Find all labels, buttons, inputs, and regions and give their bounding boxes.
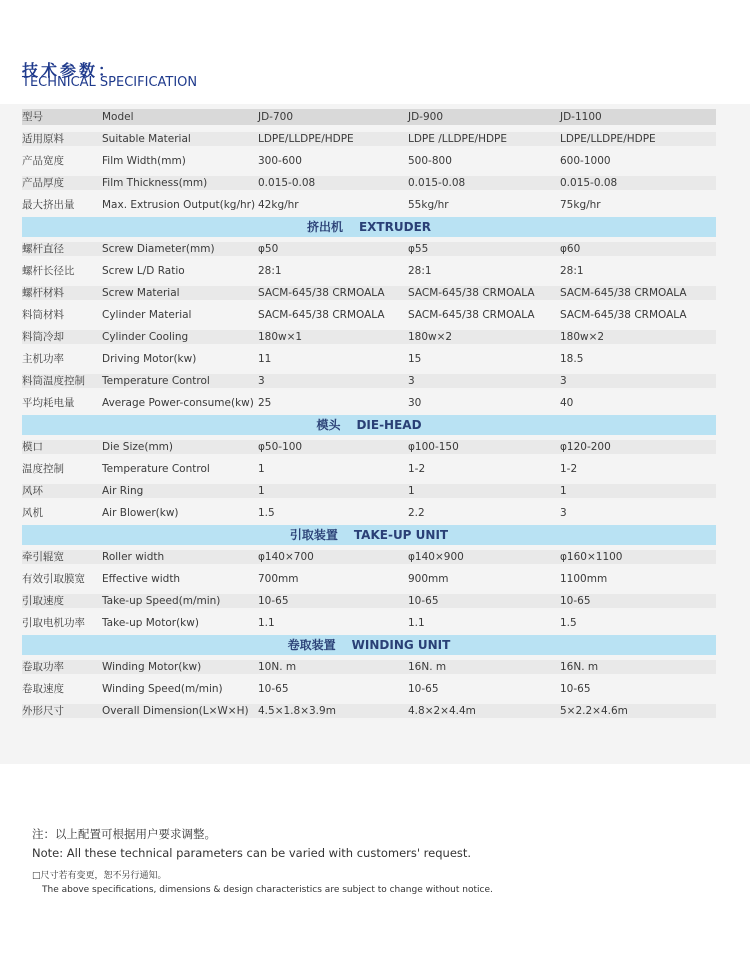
table-row bbox=[22, 590, 716, 612]
param-value: 30 bbox=[408, 397, 422, 409]
param-name-english: Screw L/D Ratio bbox=[102, 265, 185, 277]
param-value: 3 bbox=[258, 375, 265, 387]
param-name-english: Winding Motor(kw) bbox=[102, 661, 202, 673]
table-row bbox=[22, 150, 716, 172]
param-name-chinese: 料筒冷却 bbox=[22, 331, 64, 343]
table-row bbox=[22, 326, 716, 348]
param-value: 1-2 bbox=[408, 463, 426, 475]
param-value: 3 bbox=[560, 375, 567, 387]
param-value: φ160×1100 bbox=[560, 551, 623, 563]
param-name-chinese: 螺杆长径比 bbox=[22, 265, 75, 277]
param-name-chinese: 有效引取膜宽 bbox=[22, 573, 85, 585]
param-value: 900mm bbox=[408, 573, 449, 585]
param-value: 1.1 bbox=[408, 617, 425, 629]
param-value: 10-65 bbox=[258, 595, 289, 607]
param-name-chinese: 适用原料 bbox=[22, 133, 64, 145]
param-value: 600-1000 bbox=[560, 155, 611, 167]
param-name-english: Temperature Control bbox=[102, 375, 210, 387]
header-cell: 型号 bbox=[22, 111, 43, 123]
param-value: SACM-645/38 CRMOALA bbox=[408, 287, 535, 299]
param-name-chinese: 模口 bbox=[22, 441, 43, 453]
table-row bbox=[22, 392, 716, 414]
param-name-english: Overall Dimension(L×W×H) bbox=[102, 705, 249, 717]
table-row bbox=[22, 128, 716, 150]
param-name-english: Film Width(mm) bbox=[102, 155, 186, 167]
disclaimer-chinese: □尺寸若有变更，恕不另行通知。 bbox=[32, 871, 167, 881]
param-value: 4.5×1.8×3.9m bbox=[258, 705, 336, 717]
param-name-chinese: 风机 bbox=[22, 507, 43, 519]
param-value: 10N. m bbox=[258, 661, 297, 673]
disclaimer-english: The above specifications, dimensions & design characteristics are subject to change without notice. bbox=[42, 885, 493, 895]
table-row bbox=[22, 282, 716, 304]
section-title-english: DIE-HEAD bbox=[356, 418, 422, 432]
param-name-chinese: 产品宽度 bbox=[22, 155, 64, 167]
section-header bbox=[22, 525, 716, 545]
param-value: 1100mm bbox=[560, 573, 608, 585]
param-value: LDPE/LLDPE/HDPE bbox=[560, 133, 656, 145]
param-value: 3 bbox=[408, 375, 415, 387]
param-name-english: Cylinder Material bbox=[102, 309, 192, 321]
param-value: 180w×2 bbox=[408, 331, 453, 343]
param-value: φ55 bbox=[408, 243, 429, 255]
param-name-chinese: 最大挤出量 bbox=[22, 199, 75, 211]
param-value: 0.015-0.08 bbox=[560, 177, 618, 189]
header-cell: JD-1100 bbox=[560, 111, 602, 123]
table-row bbox=[22, 348, 716, 370]
table-row bbox=[22, 238, 716, 260]
section-title-chinese: 模头 bbox=[316, 418, 341, 432]
param-name-chinese: 产品厚度 bbox=[22, 177, 64, 189]
table-row bbox=[22, 700, 716, 722]
param-name-chinese: 外形尺寸 bbox=[22, 705, 64, 717]
param-value: SACM-645/38 CRMOALA bbox=[560, 309, 687, 321]
param-value: 55kg/hr bbox=[408, 199, 449, 211]
table-row bbox=[22, 458, 716, 480]
section-title-chinese: 卷取装置 bbox=[287, 638, 336, 652]
table-row bbox=[22, 260, 716, 282]
param-name-chinese: 螺杆直径 bbox=[22, 243, 64, 255]
param-value: LDPE/LLDPE/HDPE bbox=[258, 133, 354, 145]
param-value: φ140×900 bbox=[408, 551, 464, 563]
param-name-chinese: 引取电机功率 bbox=[22, 617, 85, 629]
param-value: 4.8×2×4.4m bbox=[408, 705, 476, 717]
table-header-row bbox=[22, 106, 716, 128]
param-value: 10-65 bbox=[258, 683, 289, 695]
param-value: 1 bbox=[258, 463, 265, 475]
param-value: φ50 bbox=[258, 243, 279, 255]
param-value: 11 bbox=[258, 353, 272, 365]
param-value: 300-600 bbox=[258, 155, 302, 167]
section-header bbox=[22, 635, 716, 655]
table-row bbox=[22, 370, 716, 392]
param-value: φ60 bbox=[560, 243, 581, 255]
param-name-english: Average Power-consume(kw) bbox=[102, 397, 254, 409]
spec-table-body bbox=[22, 128, 716, 722]
table-row bbox=[22, 172, 716, 194]
param-value: φ50-100 bbox=[258, 441, 303, 453]
param-value: SACM-645/38 CRMOALA bbox=[560, 287, 687, 299]
param-name-english: Air Ring bbox=[102, 485, 144, 497]
note-chinese: 注：以上配置可根据用户要求调整。 bbox=[32, 827, 216, 841]
param-name-english: Temperature Control bbox=[102, 463, 210, 475]
param-value: SACM-645/38 CRMOALA bbox=[408, 309, 535, 321]
section-title-chinese: 引取装置 bbox=[289, 528, 338, 542]
param-value: φ140×700 bbox=[258, 551, 314, 563]
param-value: 2.2 bbox=[408, 507, 425, 519]
param-value: φ100-150 bbox=[408, 441, 459, 453]
section-header bbox=[22, 217, 716, 237]
param-value: 10-65 bbox=[408, 595, 439, 607]
param-value: 28:1 bbox=[408, 265, 432, 277]
param-name-english: Cylinder Cooling bbox=[102, 331, 189, 343]
title-chinese: 技术参数： bbox=[22, 61, 118, 80]
param-name-chinese: 主机功率 bbox=[22, 353, 64, 365]
param-value: 3 bbox=[560, 507, 567, 519]
param-value: 5×2.2×4.6m bbox=[560, 705, 628, 717]
param-value: 1 bbox=[560, 485, 567, 497]
table-row bbox=[22, 480, 716, 502]
param-value: 28:1 bbox=[258, 265, 282, 277]
section-header bbox=[22, 415, 716, 435]
table-row bbox=[22, 194, 716, 216]
param-name-english: Driving Motor(kw) bbox=[102, 353, 197, 365]
param-name-english: Screw Diameter(mm) bbox=[102, 243, 215, 255]
param-name-chinese: 温度控制 bbox=[22, 463, 64, 475]
param-name-chinese: 平均耗电量 bbox=[22, 397, 75, 409]
param-value: 18.5 bbox=[560, 353, 584, 365]
section-title-english: EXTRUDER bbox=[358, 220, 432, 234]
param-name-english: Die Size(mm) bbox=[102, 441, 174, 453]
param-value: 40 bbox=[560, 397, 574, 409]
param-name-english: Winding Speed(m/min) bbox=[102, 683, 223, 695]
param-name-chinese: 卷取功率 bbox=[22, 661, 64, 673]
param-value: SACM-645/38 CRMOALA bbox=[258, 287, 385, 299]
param-name-chinese: 引取速度 bbox=[22, 595, 64, 607]
param-value: 1.5 bbox=[258, 507, 275, 519]
param-value: 180w×1 bbox=[258, 331, 303, 343]
title-english: TECHNICAL SPECIFICATION bbox=[22, 75, 198, 90]
table-row bbox=[22, 568, 716, 590]
header-cell: JD-900 bbox=[408, 111, 444, 123]
table-row bbox=[22, 436, 716, 458]
spec-table bbox=[22, 106, 716, 722]
param-name-english: Take-up Motor(kw) bbox=[102, 617, 199, 629]
param-value: 1 bbox=[258, 485, 265, 497]
param-value: 28:1 bbox=[560, 265, 584, 277]
param-value: 42kg/hr bbox=[258, 199, 299, 211]
param-value: 16N. m bbox=[560, 661, 599, 673]
table-row bbox=[22, 304, 716, 326]
param-name-chinese: 卷取速度 bbox=[22, 683, 64, 695]
param-name-chinese: 牵引辊宽 bbox=[22, 551, 64, 563]
param-name-english: Air Blower(kw) bbox=[102, 507, 179, 519]
param-value: SACM-645/38 CRMOALA bbox=[258, 309, 385, 321]
param-value: 75kg/hr bbox=[560, 199, 601, 211]
table-row bbox=[22, 612, 716, 634]
header-cell: JD-700 bbox=[258, 111, 294, 123]
param-value: 25 bbox=[258, 397, 272, 409]
param-name-chinese: 风环 bbox=[22, 485, 43, 497]
header-cell: Model bbox=[102, 111, 134, 123]
param-value: 0.015-0.08 bbox=[258, 177, 316, 189]
param-value: φ120-200 bbox=[560, 441, 611, 453]
param-name-english: Film Thickness(mm) bbox=[102, 177, 208, 189]
table-row bbox=[22, 546, 716, 568]
param-value: 0.015-0.08 bbox=[408, 177, 466, 189]
section-title-chinese: 挤出机 bbox=[306, 220, 343, 234]
param-name-chinese: 螺杆材料 bbox=[22, 287, 64, 299]
table-row bbox=[22, 678, 716, 700]
param-value: 1.1 bbox=[258, 617, 275, 629]
table-row bbox=[22, 656, 716, 678]
param-name-english: Take-up Speed(m/min) bbox=[102, 595, 221, 607]
param-name-english: Suitable Material bbox=[102, 133, 191, 145]
note-english: Note: All these technical parameters can be varied with customers' request. bbox=[32, 846, 472, 860]
notes-block bbox=[32, 826, 722, 895]
section-title-english: TAKE-UP UNIT bbox=[353, 528, 449, 542]
param-value: 15 bbox=[408, 353, 422, 365]
param-value: 1-2 bbox=[560, 463, 578, 475]
param-value: 16N. m bbox=[408, 661, 447, 673]
param-value: 10-65 bbox=[560, 595, 591, 607]
param-value: 500-800 bbox=[408, 155, 452, 167]
param-value: LDPE /LLDPE/HDPE bbox=[408, 133, 508, 145]
param-name-chinese: 料筒温度控制 bbox=[22, 375, 85, 387]
table-row bbox=[22, 502, 716, 524]
param-name-chinese: 料筒材料 bbox=[22, 309, 64, 321]
param-value: 180w×2 bbox=[560, 331, 605, 343]
param-name-english: Roller width bbox=[102, 551, 165, 563]
section-title-english: WINDING UNIT bbox=[351, 638, 451, 652]
param-value: 1 bbox=[408, 485, 415, 497]
param-name-english: Max. Extrusion Output(kg/hr) bbox=[102, 199, 256, 211]
param-value: 10-65 bbox=[408, 683, 439, 695]
param-name-english: Effective width bbox=[102, 573, 181, 585]
param-value: 10-65 bbox=[560, 683, 591, 695]
param-name-english: Screw Material bbox=[102, 287, 180, 299]
param-value: 700mm bbox=[258, 573, 299, 585]
param-value: 1.5 bbox=[560, 617, 577, 629]
